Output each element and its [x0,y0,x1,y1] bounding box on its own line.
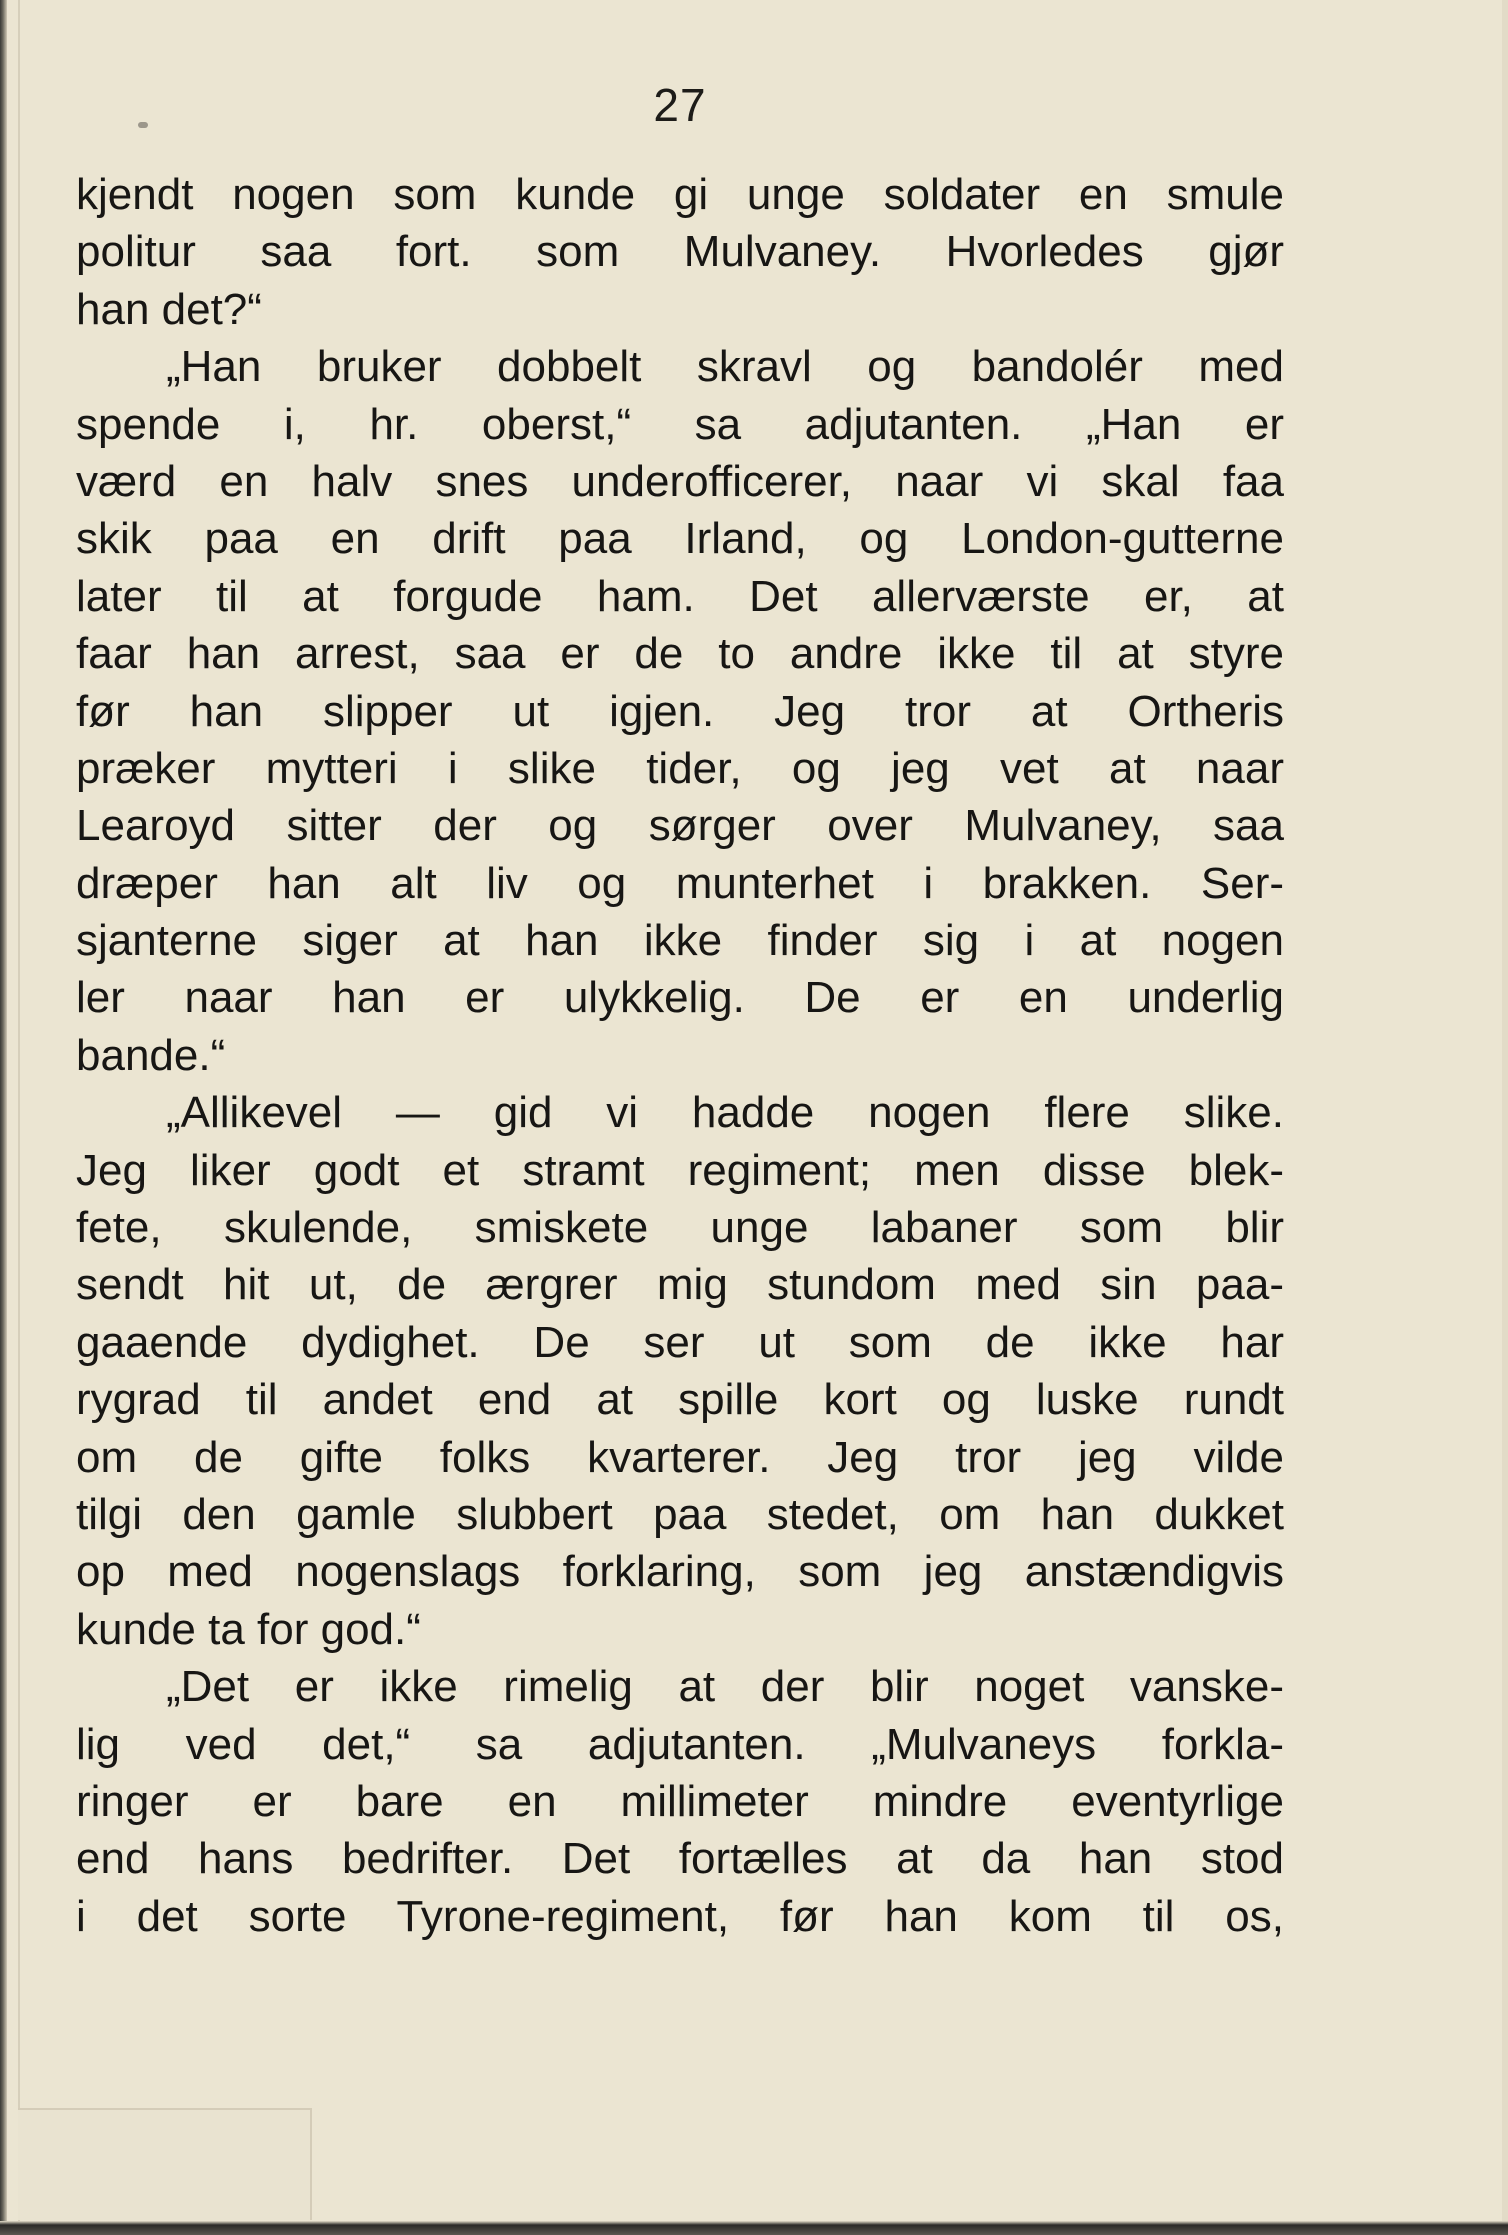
text-line: Jeg liker godt et stramt regiment; men disse blek- [76,1145,1284,1195]
text-line: „Han bruker dobbelt skravl og bandolér med [166,342,1284,392]
page-bottom-edge [0,2221,1508,2235]
text-line: Learoyd sitter der og sørger over Mulvaney, saa [76,801,1284,851]
text-line: i det sorte Tyrone-regiment, før han kom til os, [76,1891,1284,1941]
text-line: dræper han alt liv og munterhet i brakken. Ser- [76,858,1284,908]
text-line: han det?“ [76,284,262,334]
text-line: politur saa fort. som Mulvaney. Hvorledes gjør [76,227,1284,277]
text-line: værd en halv snes underofficerer, naar vi skal faa [76,456,1284,506]
text-line: sjanterne siger at han ikke finder sig i at nogen [76,916,1284,966]
text-line: sendt hit ut, de ærgrer mig stundom med sin paa- [76,1260,1284,1310]
book-spine-edge [0,0,7,2235]
page-number: 27 [653,79,707,131]
text-line: før han slipper ut igjen. Jeg tror at Ortheris [76,686,1284,736]
body-text [76,166,1284,1945]
text-line: tilgi den gamle slubbert paa stedet, om han dukket [76,1489,1284,1539]
scan-corner-mark [18,2108,312,2220]
page-right-edge [1502,0,1508,2235]
text-line: ringer er bare en millimeter mindre eventyrlige [76,1776,1284,1826]
text-line: lig ved det,“ sa adjutanten. „Mulvaneys forkla- [76,1719,1284,1769]
text-line: „Allikevel — gid vi hadde nogen flere slike. [166,1088,1284,1138]
text-line: „Det er ikke rimelig at der blir noget vanske- [166,1662,1284,1712]
text-line: end hans bedrifter. Det fortælles at da han stod [76,1834,1284,1884]
text-line: bande.“ [76,1030,226,1080]
text-line: rygrad til andet end at spille kort og luske rundt [76,1375,1284,1425]
text-line: gaaende dydighet. De ser ut som de ikke har [76,1317,1284,1367]
text-line: kjendt nogen som kunde gi unge soldater en smule [76,170,1284,219]
text-line: skik paa en drift paa Irland, og London-gutterne [76,514,1284,564]
text-line: kunde ta for god.“ [76,1604,421,1654]
text-line: spende i, hr. oberst,“ sa adjutanten. „Han er [76,399,1284,449]
text-line: fete, skulende, smiskete unge labaner som blir [76,1203,1284,1253]
text-line: præker mytteri i slike tider, og jeg vet at naar [76,743,1284,793]
text-line: ler naar han er ulykkelig. De er en underlig [76,973,1284,1023]
text-line: later til at forgude ham. Det allerværste er, at [76,571,1284,621]
text-line: faar han arrest, saa er de to andre ikke til at styre [76,629,1284,679]
text-line: op med nogenslags forklaring, som jeg anstændigvis [76,1547,1284,1597]
text-line: om de gifte folks kvarterer. Jeg tror jeg vilde [76,1432,1284,1482]
page-fold-line [18,0,20,2235]
